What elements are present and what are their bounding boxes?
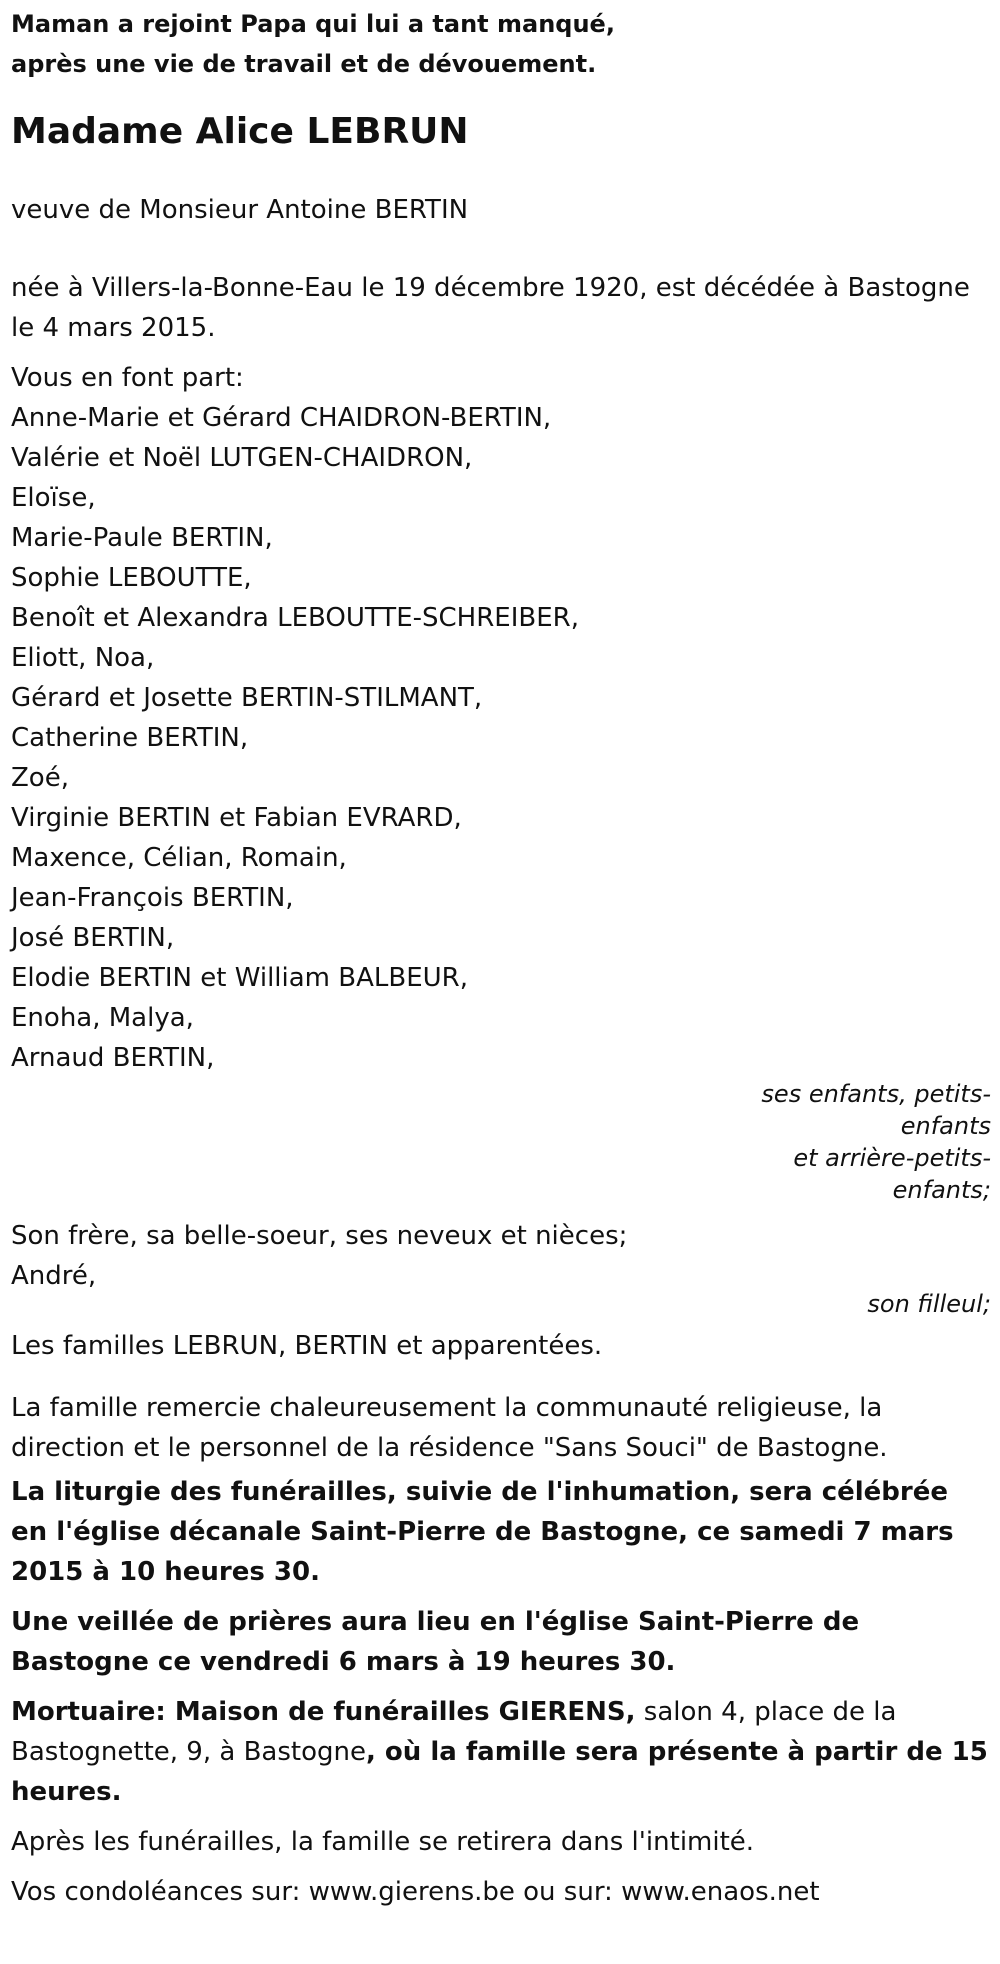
families: Les familles LEBRUN, BERTIN et apparentées. [11,1331,603,1361]
family-member: Elodie BERTIN et William BALBEUR, [11,963,468,993]
widow-of: veuve de Monsieur Antoine BERTIN [11,195,469,225]
obituary-page [11,0,991,1912]
family-member: Arnaud BERTIN, [11,1043,215,1073]
birth-death-info: née à Villers-la-Bonne-Eau le 19 décembre 1920, est décédée à Bastogne le 4 mars 2015. [11,273,970,343]
family-member: Enoha, Malya, [11,1003,194,1033]
liturgy-paragraph: La liturgie des funérailles, suivie de l'inhumation, sera célébrée en l'église décanale Saint-Pierre de Bastogne, ce samedi 7 mars 2015 à 10 heures 30. [11,1477,954,1587]
intro-line-1: Maman a rejoint Papa qui lui a tant manqué, [11,10,615,38]
deceased-name: Madame Alice LEBRUN [11,111,469,152]
godson-name: André, [11,1261,97,1291]
family-member: Benoît et Alexandra LEBOUTTE-SCHREIBER, [11,603,579,633]
family-member: Virginie BERTIN et Fabian EVRARD, [11,803,462,833]
relation-children [11,1078,991,1206]
announcement-heading: Vous en font part: [11,363,244,393]
announcement [11,358,991,1366]
family-member: Eloïse, [11,483,96,513]
family-member: Anne-Marie et Gérard CHAIDRON-BERTIN, [11,403,552,433]
family-member: José BERTIN, [11,923,175,953]
relation-children-line-2: enfants [900,1112,991,1140]
relation-children-line-4: enfants; [892,1176,991,1204]
relation-children-line-1: ses enfants, petits- [761,1080,991,1108]
after-funeral-paragraph: Après les funérailles, la famille se retirera dans l'intimité. [11,1827,755,1857]
mortuary-address: salon 4, place de la Bastognette, 9, à Bastogne [11,1697,897,1767]
siblings: Son frère, sa belle-soeur, ses neveux et nièces; [11,1221,628,1251]
relation-godson: son filleul; [867,1290,991,1318]
family-member: Eliott, Noa, [11,643,155,673]
family-member: Maxence, Célian, Romain, [11,843,347,873]
family-member: Valérie et Noël LUTGEN-CHAIDRON, [11,443,473,473]
family-member: Jean-François BERTIN, [11,883,294,913]
mortuary-presence: , où la famille sera présente à partir de 15 heures. [11,1737,988,1807]
relation-children-line-3: et arrière-petits- [793,1144,991,1172]
family-member: Zoé, [11,763,69,793]
condolences-paragraph: Vos condoléances sur: www.gierens.be ou sur: www.enaos.net [11,1877,820,1907]
family-member: Gérard et Josette BERTIN-STILMANT, [11,683,483,713]
family-member: Catherine BERTIN, [11,723,249,753]
intro-line-2: après une vie de travail et de dévouement. [11,50,597,78]
mortuary-label: Mortuaire: Maison de funérailles GIERENS, [11,1697,636,1727]
mortuary-paragraph [11,1692,991,1812]
family-member: Marie-Paule BERTIN, [11,523,273,553]
vigil-paragraph: Une veillée de prières aura lieu en l'église Saint-Pierre de Bastogne ce vendredi 6 mars à 19 heures 30. [11,1607,860,1677]
thanks-paragraph: La famille remercie chaleureusement la communauté religieuse, la direction et le personnel de la résidence "Sans Souci" de Bastogne. [11,1393,888,1463]
family-member: Sophie LEBOUTTE, [11,563,252,593]
intro-verse [11,4,991,84]
